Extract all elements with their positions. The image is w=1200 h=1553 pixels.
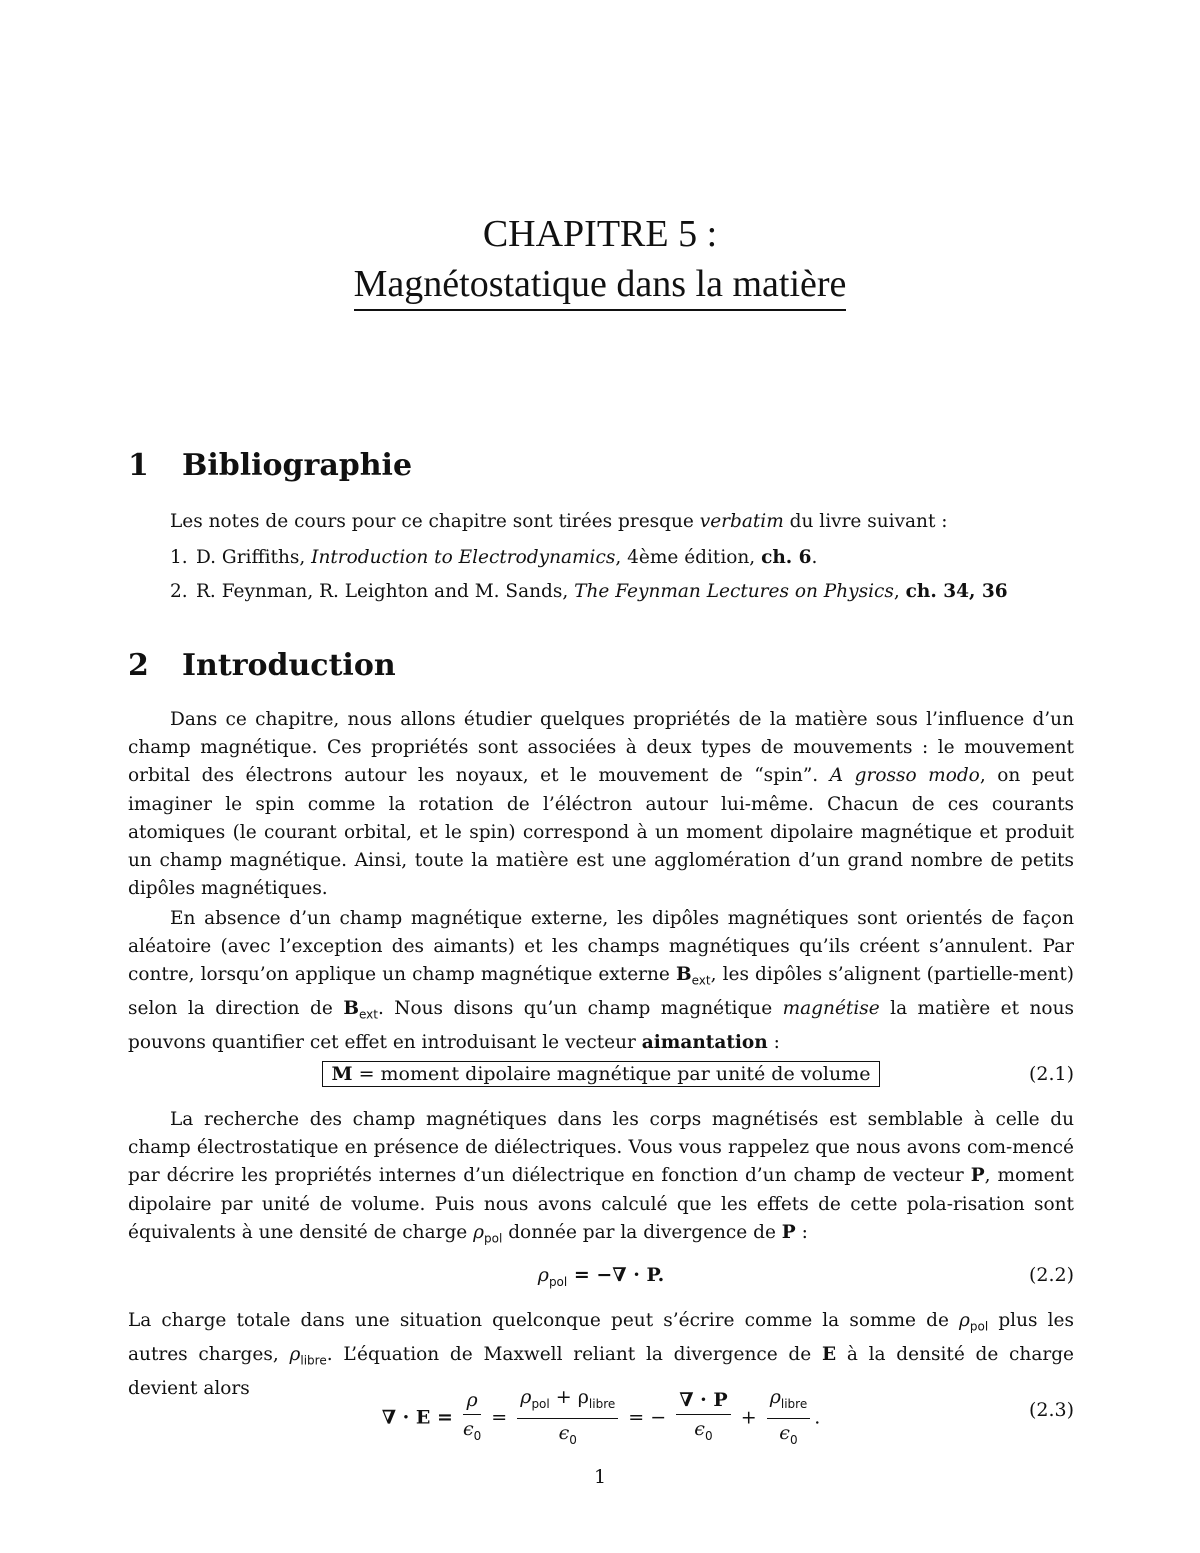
reference-work: The Feynman Lectures on Physics [574, 581, 894, 602]
vector-B: B [343, 998, 359, 1020]
plus-sign: + [740, 1406, 757, 1429]
intro-text-end: du livre suivant : [783, 511, 948, 532]
chapter-subtitle-text: Magnétostatique dans la matière [354, 263, 847, 311]
reference-end: . [811, 547, 818, 568]
minus-sign: = − [628, 1406, 667, 1429]
equation-2-1 [128, 1063, 1074, 1093]
subscript-pol: pol [531, 1396, 550, 1411]
subscript-libre: libre [300, 1353, 327, 1368]
paragraph-text: Dans ce chapitre, nous allons étudier quelques propriétés de la matière sous l’influence d’un champ magnétique. Ces propriétés sont associées à deux types de mouvements : le mouvement orbital des électrons autour les noyaux, et le mouvement de “spin”. [128, 709, 1074, 787]
paragraph-emphasis: A grosso modo [829, 765, 980, 787]
paragraph-2 [128, 905, 1074, 1057]
section-title: Introduction [182, 648, 396, 683]
equation-body [128, 1063, 1074, 1085]
numerator: ρ [520, 1386, 532, 1408]
paragraph-text: : [767, 1032, 780, 1054]
fraction [676, 1388, 730, 1448]
subscript-libre: libre [780, 1396, 808, 1411]
paragraph-text: , on peut imaginer le spin comme la rotation de l’éléctron autour lui-même. Chacun de ces courants atomiques (le courant orbital, et le spin) correspond à un moment dipolaire magnétique et produit un champ magnétique. Ainsi, toute la matière est une agglomération d’un grand nombre de petits dipôles magnétiques. [128, 765, 1074, 900]
subscript-zero: 0 [569, 1432, 577, 1447]
denominator: ϵ [694, 1418, 705, 1441]
reference-authors: D. Griffiths, [196, 547, 312, 568]
subscript-zero: 0 [789, 1432, 798, 1447]
section-number: 2 [128, 648, 149, 683]
subscript-pol: pol [548, 1274, 568, 1289]
equation-body: ∇ · E = $\frac{\rho}{\epsilon_0}$ = $\frac{\rho_{pol} + \rho_{libre}}{\epsilon_0}$ = − $\frac{\nabla \cdot P}{\epsilon_0}$ + $\frac{\rho_{libre}}{\epsilon_0}$ . [128, 1385, 1074, 1452]
paragraph-text: : [795, 1221, 808, 1243]
section-title: Bibliographie [182, 448, 413, 483]
vector-B: B [675, 964, 692, 986]
reference-separator: , [893, 581, 906, 602]
subscript-libre: libre [588, 1396, 616, 1411]
boxed-definition [322, 1061, 879, 1087]
paragraph-text: à la densité de charge devient alors [128, 1343, 1074, 1399]
term-aimantation: aimantation [641, 1032, 768, 1054]
vector-E: E [821, 1343, 837, 1365]
fraction [767, 1385, 811, 1452]
reference-number: 1. [170, 547, 188, 568]
paragraph-text: la matière et nous pouvons quantifier cet effet en introduisant le vecteur [128, 998, 1074, 1054]
paragraph-text: En absence d’un champ magnétique externe, les dipôles magnétiques sont orientés de façon aléatoire (avec l’exception des aimants) et les champs magnétiques qu’ils créent s’annulent. Par contre, lorsqu’on applique un champ magnétique externe [128, 908, 1074, 986]
reference-chapter: ch. 6 [761, 547, 812, 568]
reference-edition: , 4ème édition, [615, 547, 762, 568]
paragraph-text: . L’équation de Maxwell reliant la divergence de [326, 1343, 822, 1365]
paragraph-text: plus les autres charges, [128, 1310, 1074, 1365]
paragraph-emphasis: magnétise [782, 998, 880, 1020]
equation-number: (2.2) [1028, 1264, 1074, 1286]
bibliography-intro [170, 508, 1116, 536]
numerator: ∇ · P [679, 1389, 728, 1412]
symbol-rho: ρ [289, 1343, 301, 1365]
paragraph-text: La recherche des champ magnétiques dans les corps magnétisés est semblable à celle du champ électrostatique en présence de diélectriques. Vous vous rappelez que nous avons com-mencé par décrire les propriétés internes d’un diélectrique en fonction d’un champ de vecteur [128, 1109, 1074, 1187]
chapter-title: CHAPITRE 5 : [482, 213, 718, 255]
equation-rhs: = −∇ · P. [567, 1264, 665, 1286]
subscript-ext: ext [358, 1007, 378, 1022]
reference-authors: R. Feynman, R. Leighton and M. Sands, [196, 581, 575, 602]
numerator-plus: + ρ [549, 1386, 589, 1408]
reference-number: 2. [170, 581, 188, 602]
intro-emphasis: verbatim [699, 511, 784, 532]
denominator: ϵ [462, 1418, 474, 1441]
definition-text: = moment dipolaire magnétique par unité de volume [352, 1063, 871, 1085]
vector-P: P [781, 1221, 796, 1243]
equation-body [128, 1264, 1074, 1289]
section-heading-introduction [128, 648, 396, 684]
fraction [517, 1385, 618, 1452]
equation-2-2 [128, 1264, 1074, 1294]
subscript-zero: 0 [704, 1429, 713, 1444]
symbol-rho: ρ [537, 1264, 549, 1286]
paragraph-text: . Nous disons qu’un champ magnétique [377, 998, 783, 1020]
paragraph-text: , moment dipolaire par unité de volume. Puis nous avons calculé que les effets de cette pola-risation sont équivalents à une densité de charge [128, 1165, 1074, 1243]
paragraph-text: donnée par la divergence de [502, 1221, 782, 1243]
reference-item [170, 544, 817, 572]
symbol-rho: ρ [473, 1221, 485, 1243]
section-heading-bibliographie [128, 448, 412, 484]
equation-period: . [814, 1406, 821, 1429]
paragraph-text: La charge totale dans une situation quelconque peut s’écrire comme la somme de [128, 1310, 960, 1331]
paragraph-text: , les dipôles s’alignent (partielle-ment) selon la direction de [128, 964, 1074, 1020]
intro-text: Les notes de cours pour ce chapitre sont tirées presque [170, 511, 700, 532]
denominator: ϵ [558, 1421, 570, 1444]
equation-number: (2.1) [1028, 1063, 1074, 1085]
subscript-pol: pol [969, 1319, 989, 1334]
paragraph-3 [128, 1106, 1074, 1253]
reference-chapter: ch. 34, 36 [905, 581, 1008, 602]
paragraph-1 [128, 706, 1074, 903]
reference-work: Introduction to Electrodynamics [311, 547, 616, 568]
numerator: ρ [466, 1389, 478, 1412]
fraction [463, 1388, 481, 1448]
numerator: ρ [769, 1386, 781, 1408]
reference-item [170, 578, 1008, 606]
chapter-subtitle [0, 262, 1200, 306]
vector-P: P [970, 1165, 985, 1187]
denominator: ϵ [779, 1421, 790, 1444]
equation-2-3 [128, 1385, 1074, 1447]
page-number: 1 [593, 1466, 607, 1488]
subscript-pol: pol [484, 1231, 503, 1246]
subscript-zero: 0 [473, 1429, 482, 1444]
equation-number: (2.3) [1028, 1399, 1074, 1421]
equation-lhs: ∇ · E = [381, 1406, 453, 1429]
subscript-ext: ext [691, 974, 711, 989]
symbol-rho: ρ [959, 1310, 970, 1331]
vector-M: M [331, 1063, 353, 1085]
section-number: 1 [128, 448, 149, 483]
